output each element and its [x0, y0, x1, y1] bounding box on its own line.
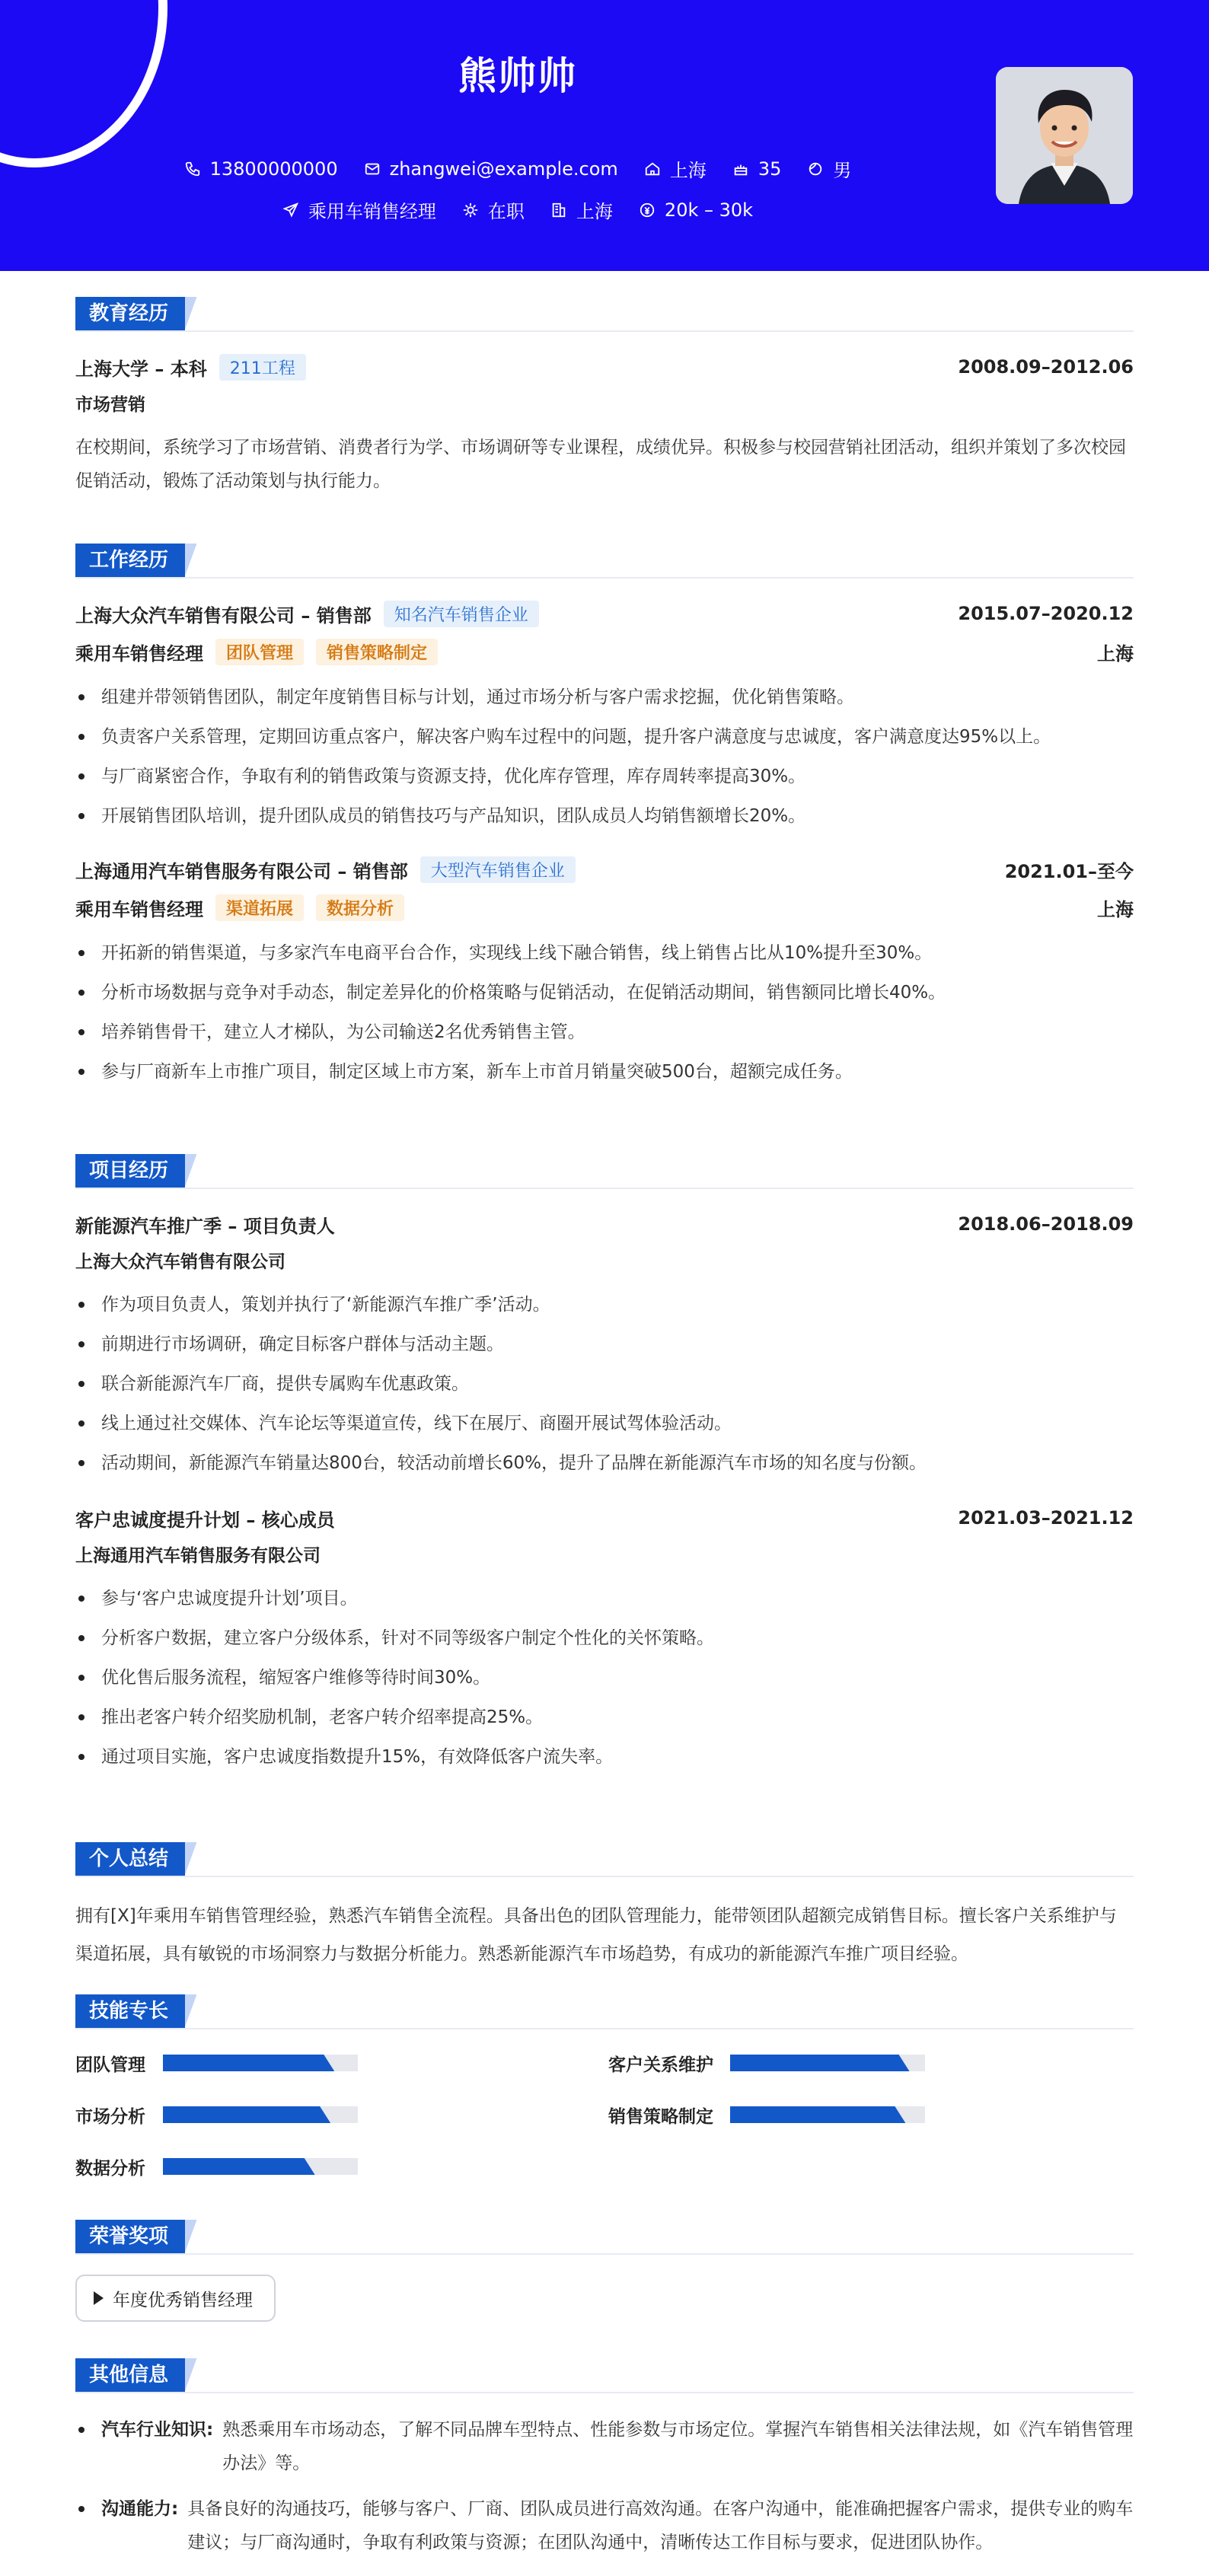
- job-entry: [75, 854, 1134, 1092]
- major: 市场营销: [75, 395, 145, 415]
- status-icon: [462, 202, 479, 218]
- education-period: 2008.09–2012.06: [958, 356, 1134, 378]
- list-item: 推出老客户转介绍奖励机制，老客户转介绍率提高25%。: [75, 1698, 1134, 1737]
- age-item: [732, 155, 782, 182]
- section-divider: [75, 330, 1134, 332]
- list-item: [75, 2413, 1134, 2480]
- gender-icon: [807, 161, 824, 177]
- job-period: 2021.01–至今: [1004, 860, 1134, 882]
- skill-item: [75, 2153, 608, 2180]
- company-tag: 大型汽车销售企业: [420, 856, 576, 883]
- gender-text: 男: [833, 160, 852, 181]
- company-name: 上海通用汽车销售服务有限公司 – 销售部: [75, 860, 408, 882]
- list-item: [75, 2492, 1134, 2559]
- skill-bar: [163, 2055, 358, 2071]
- other-key: 汽车行业知识:: [101, 2420, 214, 2440]
- project-name-row: [75, 1503, 1134, 1533]
- award-item[interactable]: [75, 2275, 276, 2322]
- profile-photo-image: [996, 67, 1133, 204]
- job-company-row: [75, 598, 1134, 629]
- skill-bar: [730, 2106, 925, 2123]
- list-item: 作为项目负责人，策划并执行了‘新能源汽车推广季’活动。: [75, 1285, 1134, 1325]
- awards-header: [75, 2220, 1134, 2256]
- work-city-text: 上海: [576, 201, 613, 222]
- project-org: 上海通用汽车销售服务有限公司: [75, 1546, 321, 1566]
- section-divider: [75, 2392, 1134, 2393]
- resume-header: [0, 0, 1209, 271]
- age-text: 35: [758, 158, 782, 180]
- job-info-row: [0, 196, 1035, 223]
- summary-section: [75, 1842, 1134, 1973]
- projects-title: 项目经历: [75, 1154, 185, 1188]
- skill-bar-fill: [730, 2106, 905, 2123]
- location-item: [644, 155, 707, 182]
- other-header: [75, 2358, 1134, 2395]
- award-label: 年度优秀销售经理: [113, 2290, 253, 2310]
- other-title: 其他信息: [75, 2358, 185, 2392]
- skill-item: [75, 2049, 608, 2077]
- other-value: 熟悉乘用车市场动态，了解不同品牌车型特点、性能参数与市场定位。掌握汽车销售相关法律法规，如《汽车销售管理办法》等。: [222, 2420, 1134, 2473]
- project-period: 2021.03–2021.12: [958, 1507, 1134, 1529]
- job-city: 上海: [1097, 642, 1134, 665]
- other-key: 沟通能力:: [101, 2499, 179, 2519]
- phone-item: [184, 155, 338, 182]
- skills-section: [75, 1994, 1134, 2180]
- age-icon: [732, 161, 749, 177]
- status-item: [462, 196, 525, 223]
- skill-label: 数据分析: [75, 2158, 145, 2179]
- section-divider: [75, 1188, 1134, 1189]
- work-header: [75, 544, 1134, 580]
- skill-bar-fill: [163, 2055, 334, 2071]
- skill-label: 团队管理: [75, 2055, 145, 2075]
- skill-label: 市场分析: [75, 2106, 145, 2127]
- email-text: zhangwei@example.com: [389, 158, 618, 180]
- contact-row: [0, 155, 1035, 182]
- work-title: 工作经历: [75, 544, 185, 577]
- phone-text: 13800000000: [209, 158, 338, 180]
- list-item: 参与‘客户忠诚度提升计划’项目。: [75, 1579, 1134, 1618]
- salary-text: 20k – 30k: [664, 199, 754, 221]
- projects-header: [75, 1154, 1134, 1191]
- company-tag: 知名汽车销售企业: [384, 601, 539, 627]
- skill-bar: [730, 2055, 925, 2071]
- awards-title: 荣誉奖项: [75, 2220, 185, 2253]
- project-bullets: [75, 1579, 1134, 1777]
- skill-bar-fill: [163, 2158, 315, 2175]
- education-header: [75, 297, 1134, 333]
- mail-icon: [364, 161, 381, 177]
- position-item: [282, 196, 436, 223]
- job-role: 乘用车销售经理: [75, 642, 203, 665]
- education-section: [75, 297, 1134, 498]
- other-section: [75, 2358, 1134, 2559]
- list-item: 优化售后服务流程，缩短客户维修等待时间30%。: [75, 1658, 1134, 1698]
- skill-item: [75, 2101, 608, 2128]
- salary-icon: [639, 202, 656, 218]
- list-item: 与厂商紧密合作，争取有利的销售政策与资源支持，优化库存管理，库存周转率提高30%。: [75, 757, 1134, 796]
- awards-section: [75, 2220, 1134, 2322]
- project-name: 新能源汽车推广季 – 项目负责人: [75, 1215, 335, 1237]
- list-item: 组建并带领销售团队，制定年度销售目标与计划，通过市场分析与客户需求挖掘，优化销售策略。: [75, 677, 1134, 717]
- section-divider: [75, 577, 1134, 579]
- status-text: 在职: [487, 201, 525, 222]
- list-item: 开展销售团队培训，提升团队成员的销售技巧与产品知识，团队成员人均销售额增长20%。: [75, 796, 1134, 836]
- list-item: 通过项目实施，客户忠诚度指数提升15%，有效降低客户流失率。: [75, 1737, 1134, 1777]
- section-divider: [75, 1876, 1134, 1877]
- job-city: 上海: [1097, 898, 1134, 920]
- expand-triangle-icon: [94, 2291, 104, 2305]
- list-item: 联合新能源汽车厂商，提供专属购车优惠政策。: [75, 1364, 1134, 1404]
- job-bullets: [75, 677, 1134, 836]
- email-item: [364, 155, 618, 182]
- education-left: [75, 354, 306, 381]
- skill-tag: 团队管理: [215, 639, 304, 665]
- work-section: [75, 544, 1134, 1092]
- position-text: 乘用车销售经理: [308, 201, 436, 222]
- phone-icon: [184, 161, 201, 177]
- list-item: 分析客户数据，建立客户分级体系，针对不同等级客户制定个性化的关怀策略。: [75, 1618, 1134, 1658]
- skill-item: [608, 2049, 1134, 2077]
- summary-title: 个人总结: [75, 1842, 185, 1876]
- list-item: 负责客户关系管理，定期回访重点客户，解决客户购车过程中的问题，提升客户满意度与忠诚度，客户满意度达95%以上。: [75, 717, 1134, 757]
- job-company-row: [75, 854, 1134, 885]
- skill-tag: 销售策略制定: [316, 639, 438, 665]
- list-item: 线上通过社交媒体、汽车论坛等渠道宣传，线下在展厅、商圈开展试驾体验活动。: [75, 1404, 1134, 1443]
- send-icon: [282, 202, 299, 218]
- building-icon: [550, 202, 567, 218]
- list-item: 培养销售骨干，建立人才梯队，为公司输送2名优秀销售主管。: [75, 1012, 1134, 1052]
- gender-item: [807, 155, 851, 182]
- school-name: 上海大学 – 本科: [75, 358, 207, 380]
- skills-header: [75, 1994, 1134, 2031]
- education-title: 教育经历: [75, 297, 185, 330]
- skill-label: 销售策略制定: [608, 2106, 713, 2127]
- projects-section: [75, 1154, 1134, 1777]
- skill-bar-fill: [730, 2055, 910, 2071]
- list-item: 前期进行市场调研，确定目标客户群体与活动主题。: [75, 1325, 1134, 1364]
- project-entry: [75, 1209, 1134, 1483]
- skill-item: [608, 2101, 1134, 2128]
- section-divider: [75, 2028, 1134, 2029]
- project-org: 上海大众汽车销售有限公司: [75, 1252, 286, 1272]
- skill-label: 客户关系维护: [608, 2055, 713, 2075]
- location-text: 上海: [669, 160, 707, 181]
- project-period: 2018.06–2018.09: [958, 1213, 1134, 1235]
- skills-grid: [75, 2049, 1134, 2180]
- job-entry: [75, 598, 1134, 836]
- company-name: 上海大众汽车销售有限公司 – 销售部: [75, 604, 372, 626]
- project-name-row: [75, 1209, 1134, 1239]
- list-item: 活动期间，新能源汽车销量达800台，较活动前增长60%，提升了品牌在新能源汽车市场的知名度与份额。: [75, 1443, 1134, 1483]
- home-icon: [644, 161, 661, 177]
- skills-title: 技能专长: [75, 1994, 185, 2028]
- skill-bar-fill: [163, 2106, 330, 2123]
- education-row: [75, 352, 1134, 382]
- skill-tag: 渠道拓展: [215, 894, 304, 921]
- other-list: [75, 2413, 1134, 2559]
- skill-bar: [163, 2106, 358, 2123]
- section-divider: [75, 2253, 1134, 2255]
- work-city-item: [550, 196, 613, 223]
- job-role-left: [75, 894, 404, 921]
- salary-item: [639, 196, 753, 223]
- profile-photo: [996, 67, 1133, 204]
- skill-tag: 数据分析: [316, 894, 404, 921]
- list-item: 分析市场数据与竞争对手动态，制定差异化的价格策略与促销活动，在促销活动期间，销售额同比增长40%。: [75, 973, 1134, 1012]
- job-role-row: [75, 885, 1134, 930]
- summary-header: [75, 1842, 1134, 1879]
- school-tag: 211工程: [219, 354, 306, 381]
- summary-text: 拥有[X]年乘用车销售管理经验，熟悉汽车销售全流程。具备出色的团队管理能力，能带领团队超额完成销售目标。擅长客户关系维护与渠道拓展，具有敏锐的市场洞察力与数据分析能力。熟悉新能源汽车市场趋势，有成功的新能源汽车推广项目经验。: [75, 1906, 1117, 1964]
- other-value: 具备良好的沟通技巧，能够与客户、厂商、团队成员进行高效沟通。在客户沟通中，能准确把握客户需求，提供专业的购车建议；与厂商沟通时，争取有利政策与资源；在团队沟通中，清晰传达工作目标与要求，促进团队协作。: [187, 2499, 1134, 2552]
- project-bullets: [75, 1285, 1134, 1483]
- project-name: 客户忠诚度提升计划 – 核心成员: [75, 1509, 335, 1531]
- skill-bar: [163, 2158, 358, 2175]
- candidate-name: 熊帅帅: [458, 54, 577, 98]
- job-period: 2015.07–2020.12: [958, 603, 1134, 624]
- list-item: 开拓新的销售渠道，与多家汽车电商平台合作，实现线上线下融合销售，线上销售占比从10%提升至30%。: [75, 933, 1134, 973]
- project-entry: [75, 1503, 1134, 1777]
- job-company-left: [75, 601, 539, 627]
- job-bullets: [75, 933, 1134, 1092]
- job-company-left: [75, 856, 576, 883]
- job-role-left: [75, 639, 438, 665]
- education-description: 在校期间，系统学习了市场营销、消费者行为学、市场调研等专业课程，成绩优异。积极参与校园营销社团活动，组织并策划了多次校园促销活动，锻炼了活动策划与执行能力。: [75, 438, 1126, 491]
- list-item: 参与厂商新车上市推广项目，制定区域上市方案，新车上市首月销量突破500台，超额完成任务。: [75, 1052, 1134, 1092]
- job-role-row: [75, 629, 1134, 674]
- job-role: 乘用车销售经理: [75, 898, 203, 920]
